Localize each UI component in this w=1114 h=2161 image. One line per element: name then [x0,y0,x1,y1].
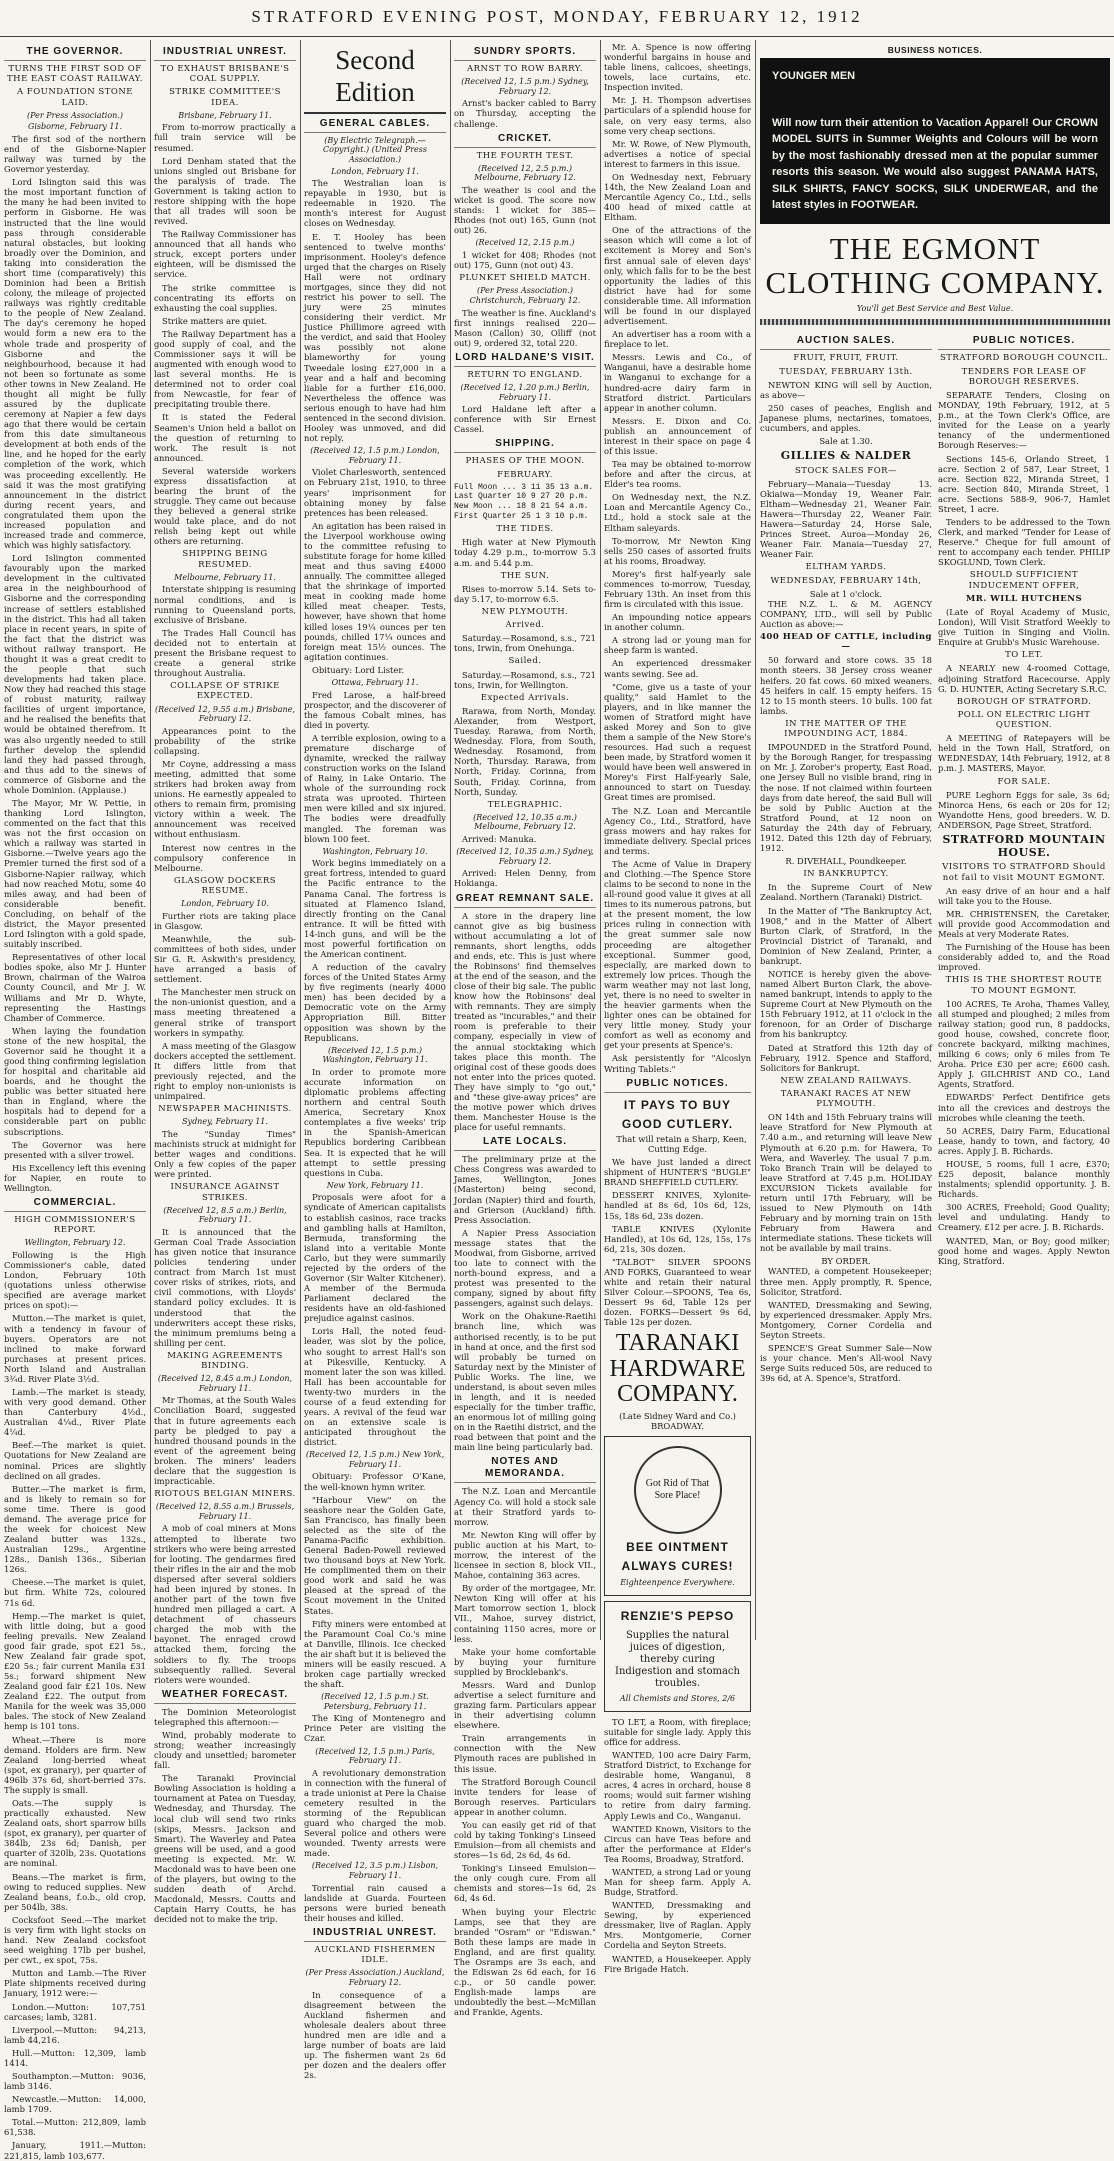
cutlery-ad-title: IT PAYS TO BUY GOOD CUTLERY. [621,1097,734,1131]
paragraph: The preliminary prize at the Chess Congress was awarded to James, Wellington, Jones (Masterton) being second, Jordan (Napier) third and fourth, and Grierson (Auckland) fifth. Press Association. [454,1154,596,1225]
sub-heading: TARANAKI RACES AT NEW PLYMOUTH. [780,1088,912,1110]
sub-heading: MR. WILL HUTCHENS [965,593,1083,604]
paragraph: The Dominion Meteorologist telegraphed this afternoon:— [154,1706,296,1727]
bee-ointment-ad [604,1436,751,1596]
classified: WANTED, Man, or Boy; good milker; good home and wages. Apply Newton King, Stratford. [938,1235,1110,1266]
dateline: (Per Press Association.) Christchurch, February 12. [469,286,581,305]
paragraph: Messrs. Lewis and Co., of Wanganui, have a desirable home in Wanganui to exchange for a hundred-acre dairy farm in Stratford district. Particulars appear in another column. [604,352,751,413]
paragraph: The Furnishing of the House has been considerably added to, and the Road improved. [938,942,1110,973]
sub-heading: 400 HEAD OF CATTLE, including— [760,632,932,653]
paragraph: The Mayor, Mr W. Pettie, in thanking Lord Islington, commented on the fact that this was not the first occasion on which a railway was started in Gisborne.—Twelve years ago the Premier turned the first sod of a Gisborne-Napier railway, which had now reached Motu, some 40 miles away, and had been of considerable benefit. Concluding, on behalf of the district, the Mayor presented Lord Islington with a gold spade, suitably inscribed. [4,798,146,950]
dateline: (Received 12, 8.45 a.m.) London, February 11. [157,1374,293,1393]
ad-location: BROADWAY. [650,1421,705,1431]
bee-emblem-icon [634,1446,722,1534]
dateline: (Received 12, 1.5 p.m.) Washington, February 11. [322,1045,428,1065]
classified: WANTED Known, Visitors to the Circus can have Teas before and after the performance at Elder's Tea Rooms, Broadway, Stratford. [604,1823,751,1864]
sub-heading: ELTHAM YARDS. [805,562,887,573]
column-2 [154,42,296,1925]
paragraph: Lord Haldane left after a conference with Sir Ernest Cassel. [454,404,596,435]
signature: BY ORDER. [821,1256,871,1267]
ad-title: STRATFORD MOUNTAIN HOUSE. [942,833,1106,860]
signature: R. DIVEHALL, Poundkeeper. [785,856,907,867]
paragraph: PURE Leghorn Eggs for sale, 3s 6d; Minorca Hens, 6s each or 20s for 12; Wyandotte Hens, good breeders. W. D. ANDERSON, Page Street, Stratford. [938,789,1110,830]
column-rule [150,40,151,1640]
paragraph: A mob of coal miners at Mons attempted to liberate two strikers who were being arrested for looting. The gendarmes fired their rifles in the air and the mob dispersed after several soldiers had been injured by stones. In another part of the town five hundred men pillaged a cart. A detachment of chasseurs charged the mob with the bayonet. The enraged crowd attacked them, forcing the soldiers to fly. The troops subsequently rallied. Several rioters were wounded. [154,1523,296,1685]
paragraph: The Manchester men struck on the non-unionist question, and a mass meeting threatened a general strike of transport workers in sympathy. [154,987,296,1038]
public-notices-column [938,331,1110,1386]
paragraph: (Late of Royal Academy of Music, London), Will Visit Stratford Weekly to give Tuition in Singing and Violin. Enquire at Grubb's Music Warehouse. [938,606,1110,648]
sub-heading: A FOUNDATION STONE LAID. [16,87,134,108]
paragraph: A store in the drapery line cannot give as big business without accumulating a lot of remnants, short lengths, odds and ends, etc. This is just where the Robinsons' find themselves at the end of the season, and the close of their big sale. The public know how the Robinsons' deal with remnants. They are simply treated as "incurables," and their room is preferable to their company, especially in view of the annual stocktaking which takes place this month. The original cost of these goods does not enter into the prices quoted. They have simply to "go out," and "these give-away prices" are the motive power which drives them. Manchester House is the place for useful remnants. [454,910,596,1133]
sub-heading: STRIKE COMMITTEE'S IDEA. [169,87,281,108]
paragraph: Mr Coyne, addressing a mass meeting, admitted that some strikers had broken away from unions. He earnestly appealed to others to remain firm, promising victory within a week. The announcement was received without enthusiasm. [154,758,296,840]
section-heading: PUBLIC NOTICES. [604,1078,751,1093]
column-4 [454,42,596,2018]
masthead: STRATFORD EVENING POST, MONDAY, FEBRUARY 12, 1912 [0,0,1114,37]
dateline: (Received 12, 1.5 p.m.) New York, February 11. [305,1450,445,1469]
sub-heading: INSURANCE AGAINST STRIKES. [170,1182,280,1203]
column-5 [604,42,751,1974]
sub-heading: PLUNKET SHIELD MATCH. [459,273,591,284]
sub-heading: IN THE MATTER OF THE IMPOUNDING ACT, 1884. [784,718,908,740]
dateline: (Received 12, 3.5 p.m.) Lisbon, February 11. [311,1861,439,1881]
paragraph: Hemp.—The market is quiet, with little doing, but a good feeling prevails. New Zealand good fair grade, spot £21 5s., New Zealand fair grade spot, £20 5s.; fair current Manila £31 5s.; forward shipment New Zealand good fair £21 10s. New Zealand £22. The output from Manila for the week was 35,000 bales. The stock of New Zealand hemp is 101 tons. [4,1610,146,1732]
sub-heading: TURNS THE FIRST SOD OF THE EAST COAST RAILWAY. [7,64,143,85]
dateline: (Received 12, 8.5 a.m.) Berlin, February 11. [163,1205,287,1225]
sub-heading: SHOULD SUFFICIENT INDUCEMENT OFFER, [968,570,1080,591]
ad-body: Supplies the natural juices of digestion, thereby curing Indigestion and stomach troubles. [615,1630,740,1690]
paragraph: The weather is cool and the wicket is good. The score now stands: 1 wicket for 385—Rhodes (not out) 165, Gunn (not out) 26. [454,184,596,236]
paragraph: Following is the High Commissioner's cable, dated London, February 10th (quotations unless otherwise specified are average market prices on spot):— [4,1249,146,1311]
dateline: (Per Press Association.) [27,110,123,120]
section-heading: BUSINESS NOTICES. [887,45,983,55]
paragraph: Tonking's Linseed Emulsion—the only cough cure. From all chemists and stores—1s 6d, 2s 6d, 4s 6d. [454,1863,596,1904]
paragraph: Appearances point to the probability of the strike collapsing. [154,725,296,756]
paragraph: Several waterside workers express dissatisfaction at bearing the brunt of the struggle. They came out because they believed a general strike would take place, and do not relish being kept out while others are returning. [154,465,296,547]
classified: 300 ACRES, Freehold; Good Quality; level and undulating. Handy to Creamery. £12 per acre. J. B. Richards. [938,1202,1110,1233]
section-heading: INDUSTRIAL UNREST. [154,46,296,61]
sub-heading: POLL ON ELECTRIC LIGHT QUESTION. [957,709,1091,731]
section-heading: INDUSTRIAL UNREST. [304,1927,446,1942]
paragraph: Cheese.—The market is quiet, but firm. White 72s, coloured 71s 6d. [4,1577,146,1608]
paragraph: Tea may be obtained to-morrow before and after the circus, at Elder's tea rooms. [604,459,751,490]
paragraph: A MEETING of Ratepayers will be held in the Town Hall, Stratford, on WEDNESDAY, 14th February, 1912, at 8 p.m. J. MASTERS, Mayor. [938,733,1110,774]
paragraph: DESSERT KNIVES, Xylonite-handled at 8s 6d, 10s 6d, 12s, 15s, 18s 6d, 23s dozen. [604,1190,751,1221]
section-heading: AUCTION SALES. [760,335,932,350]
paragraph: In consequence of a disagreement between the Auckland fishermen and wholesale dealers about three hundred men are idle and a large number of boats are laid up. The fishermen want 2s 6d per dozen and the dealers offer 2s. [304,1989,446,2081]
sub-heading: FOR SALE. [997,776,1051,787]
paragraph: Tenders to be addressed to the Town Clerk, and marked "Tender for Lease of Reserve." Cheque for full amount of rent to accompany each tender. PHILIP SKOGLUND, Town Clerk. [938,516,1110,568]
sub-heading: FRUIT, FRUIT, FRUIT. [793,353,899,364]
classified: WANTED, a Housekeeper. Apply Fire Brigade Hatch. [604,1953,751,1974]
sub-heading: TO EXHAUST BRISBANE'S COAL SUPPLY. [160,64,290,85]
paragraph: The Taranaki Provincial Bowling Association is holding a tournament at Patea on Tuesday, Wednesday, and Thursday. The local club will send two rinks (skips, Messrs. Jackson and Smart). The Waverley and Patea greens will be used, and a good meeting is expected. Mr. W. Macdonald was to have been one of the players, but owing to the sudden death of Archd. Macdonald, Messrs. Coutts and Captain Harry Coutts, he has decided not to make the trip. [154,1773,296,1925]
paragraph: TABLE KNIVES (Xylonite Handled), at 10s 6d, 12s, 15s, 17s 6d, 21s, 30s dozen. [604,1223,751,1254]
paragraph: Strike matters are quiet. [162,315,268,326]
section-heading: LORD HALDANE'S VISIT. [454,352,596,367]
paragraph: Meanwhile, the sub-committees of both sides, under Sir G. R. Askwith's presidency, have arranged a basis of settlement. [154,933,296,985]
paragraph: Cocksfoot Seed.—The market is very firm with light stocks on hand. New Zealand cocksfoot seed weighing 17lb per bushel, per cwt., ex spot, 75s. [4,1914,146,1966]
paragraph: THE N.Z. L. & M. AGENCY COMPANY, LTD., will sell by Public Auction as above:— [760,598,932,629]
sub-heading: NEW ZEALAND RAILWAYS. [780,1075,912,1086]
section-heading: SUNDRY SPORTS. [454,46,596,61]
sub-heading: THE TIDES. [496,524,554,535]
paragraph: Proposals were afoot for a syndicate of American capitalists to establish casinos, race tracks and gambling halls at Hamilton, Bermuda, transforming the island into a veritable Monte Carlo, but they were summarily rejected by the orders of the Governor (Sir Walter Kitchener). A member of the Bermuda Parliament declared the residents have an old-fashioned prejudice against casinos. [304,1192,446,1324]
sub-heading: TO LET. [1005,650,1043,661]
paragraph: Beef.—The market is quiet. Quotations for New Zealand are nominal. Prices are slightly declined on all grades. [4,1440,146,1481]
paragraph: The Trades Hall Council has decided not to entertain at present the Brisbane request to create a general strike throughout Australia. [154,627,296,679]
sub-heading: TELEGRAPHIC. [487,799,563,810]
dateline: Brisbane, February 11. [178,110,272,120]
paragraph: The King of Montenegro and Prince Peter are visiting the Czar. [304,1713,446,1744]
paragraph: Mutton.—The market is quiet, with a tendency in favour of buyers. Operators are not inclined to make forward purchases at present prices. North Island and Australian 3¾d. River Plate 3½d. [4,1313,146,1384]
dateline: Ottawa, February 11. [331,677,419,687]
paragraph: Southampton.—Mutton: 9036, lamb 3146. [4,2070,146,2092]
paragraph: The weather is fine. Auckland's first innings realised 220—Mason (Callon) 30, Olliff (not out) 9, ordered 32, total 220. [454,307,596,348]
paragraph: NEWTON KING will sell by Auction, as above— [760,379,932,400]
paragraph: A strong lad or young man for sheep farm is wanted. [604,635,751,656]
classified: EDWARDS' Perfect Dentifrice gets into all the crevices and destroys the microbes while cleaning the teeth. [938,1092,1110,1123]
dateline: Wellington, February 12. [24,1238,126,1248]
paragraph: We have just landed a direct shipment of HUNTER'S "BUGLE" BRAND SHEFFIELD CUTLERY. [604,1157,751,1188]
dateline: (Received 12, 1.20 p.m.) Berlin, February 11. [460,383,590,402]
section-heading: SHIPPING. [454,438,596,453]
paragraph: Mr. W. Rowe, of New Plymouth, advertises a notice of special interest to farmers in this issue. [604,138,751,169]
sub-heading: IN BANKRUPTCY. [803,869,889,880]
paragraph: The Acme of Value in Drapery and Clothing.—The Spence Store claims to be second to none in the all-round good value it gives at all times to its numerous patrons, but at the present moment, the low prices ruling in connection with the great summer sale now proceeding are altogether exceptional. Summer good, especially, are marked down to extremely low prices. Though the warm weather may not last long, yet, there is no need to swelter in the heavier garments when the lighter ones can be obtained for very little money. Study your comfort as well as economy and get your presents at Spence's. [604,858,751,1051]
divider [760,319,1110,325]
paragraph: An easy drive of an hour and a half will take you to the House. [938,885,1110,906]
dateline: Sydney, February 11. [182,1117,268,1127]
paragraph: In the Matter of "The Bankruptcy Act, 1908," and in the Matter of Albert Burton Clark, of Stratford, in the Provincial District of Taranaki, and Dominion of New Zealand, Printer, a bankrupt. [760,905,932,966]
classified: 100 ACRES, Te Aroha, Thames Valley, all stumped and ploughed; 2 miles from railway station; good run, 8 paddocks, good house, cowshed, concrete floor, concrete backyard, milking machines, milking 6 cows; only 6 miles from Te Aroha. Price £30 per acre; £600 cash. Apply J. GILCHRIST AND CO., Land Agents, Stratford. [938,998,1110,1090]
paragraph: By order of the mortgagee, Mr. Newton King will offer at his Mart tomorrow section 1, block VII., Mahoe, survey district, containing 1150 acres, more or less. [454,1583,596,1644]
dateline: (Received 12, 1.5 p.m.) Sydney, February 12. [461,77,589,96]
section-heading: NOTES AND MEMORANDA. [454,1456,596,1483]
paragraph: The "Sunday Times" machinists struck at midnight for better wages and conditions. Only a few copies of the paper were printed. [154,1128,296,1180]
paragraph: From to-morrow practically a full train service will be resumed. [154,122,296,153]
sub-heading: WEDNESDAY, FEBRUARY 14th, [770,575,922,586]
paragraph: NOTICE is hereby given the above-named Albert Burton Clark, the above-named bankrupt, intends to apply to the Supreme Court at New Plymouth on the 15th February 1912, at 11 o'clock in the forenoon, for an Order of Discharge from his bankruptcy. [760,968,932,1040]
section-heading: WEATHER FORECAST. [154,1689,296,1704]
sub-heading: STOCK SALES FOR— [794,465,898,476]
paragraph: Mr. A. Spence is now offering wonderful bargains in house and table linens, calicoes, sheetings, towels, lace curtains, etc. Inspection invited. [604,42,751,93]
ad-subtitle: (Late Sidney Ward and Co.) [619,1410,736,1421]
sale-time: Sale at 1.30. [819,436,873,447]
paragraph: January, 1911.—Mutton: 221,815, lamb 103,677. [4,2140,146,2161]
paragraph: In the Supreme Court of New Zealand. Northern (Taranaki) District. [760,882,932,903]
sub-heading: NEW PLYMOUTH. [481,606,569,617]
column-rule [755,40,756,1640]
column-3 [304,42,446,2081]
paragraph: Butter.—The market is firm, and is likely to remain so for some time. There is good demand. The average price for the week for choicest New Zealand butter was 132s., Australian 129s., Argentine 128s., Danish 136s., Siberian 126s. [4,1483,146,1575]
paragraph: 250 cases of peaches, English and Japanese plums, nectarines, tomatoes, cucumbers, and apples. [760,403,932,434]
column-6 [760,42,1110,1638]
paragraph: Mr. J. H. Thompson advertises particulars of a splendid house for sale, on very easy terms, also some very cheap sections. [604,95,751,136]
ad-title: RENZIE'S PEPSO [620,1609,735,1624]
sub-heading: MAKING AGREEMENTS BINDING. [167,1350,283,1372]
moon-row: Last Quarter 10 9 27 20 p.m. [454,492,589,502]
edition-title: Second Edition [304,44,446,114]
dateline: (Received 12, 8.55 a.m.) Brussels, February 11. [155,1502,295,1521]
ad-title: BEE OINTMENT ALWAYS CURES! [621,1540,734,1574]
paragraph: The first sod of the northern end of the Gisborne-Napier railway was turned by the Governor yesterday. [4,133,146,175]
paragraph: Wheat.—There is more demand. Holders are firm. New Zealand long-berried wheat (spot, ex granary), per quarter of 496lb 37s 6d, short-berried 37s. The supply is small. [4,1734,146,1795]
sub-heading: STRATFORD BOROUGH COUNCIL. [939,353,1109,364]
paragraph: Lord Islington said this was the most important function of the many he had been invited to perform in Gisborne. He was instructed that the line would pass through considerable natural obstacles, but looking broadly over the Dominion, and taking into consideration the short time (comparatively) this Dominion had been a British colony, the mileage of projected railways was rightly creditable to the people of New Zealand. The day's ceremony he hoped would form a new era to the whole trade and prosperity of Gisborne and the neighbourhood, because it had not been so fortunate as some other towns in New Zealand. He thought all might be fully assured by the duplicate ceremony at Napier a few days ago that there would be certain from this date simultaneous development at both ends of the line, and he hoped for the early completion of the work, which was proceeding excellently. He said it was the most gratifying announcement in the district during recent years, and congratulated them upon the increased population and increased trade and commerce, which was highly satisfactory. [4,177,146,551]
sub-heading: RIOTOUS BELGIAN MINERS. [154,1489,296,1500]
dateline: (Received 12, 1.5 p.m.) St. Petersburg, February 11. [321,1692,429,1711]
paragraph: The N.Z. Loan and Mercantile Agency Co., Ltd., Stratford, have grass mowers and hay rakes for immediate delivery. Special prices and terms. [604,805,751,856]
hardware-ad-title: TARANAKI HARDWARE COMPANY. [609,1330,746,1407]
ad-slogan: Got Rid of That Sore Place! [645,1478,710,1502]
sub-heading: HIGH COMMISSIONER'S REPORT. [14,1214,136,1236]
notices-grid [760,331,1110,1386]
sub-heading: THIS IS THE SHORTEST ROUTE TO MOUNT EGMONT. [945,975,1103,996]
paragraph: An advertiser has a room with a fireplace to let. [604,329,751,350]
sub-heading: VISITORS TO STRATFORD Should not fail to visit MOUNT EGMONT. [942,862,1106,883]
section-heading: THE GOVERNOR. [4,46,146,61]
sub-heading: Sailed. [508,656,542,667]
section-heading: GREAT REMNANT SALE. [454,893,596,908]
paragraph: IMPOUNDED in the Stratford Pound, by the Borough Ranger, for trespassing on Mr. J. Zorober's property, East Road, one Jersey Bull no visible brand, ring in the nose. If not claimed within fourteen days from date hereof, the said Bull will be sold by Public Auction at the Stratford Pound, at 12 noon on Saturday the 24th day of February, 1912. Dated this 12th day of February, 1912. [760,742,932,853]
classified: HOUSE, 5 rooms, full 1 acre, £370; £25 deposit, balance monthly instalments; splendid opportunity. J. B. Richards. [938,1158,1110,1200]
sub-heading: PHASES OF THE MOON. [465,456,585,467]
paragraph: A reduction of the cavalry forces of the United States Army by five regiments (nearly 4000 men) has been decided by a Democratic vote on the Army Appropriation Bill. Bitter opposition was shown by the Republicans. [304,962,446,1043]
dateline: New York, February 11. [326,1180,424,1190]
dateline: (Per Press Association.) Auckland, February 12. [305,1968,445,1987]
paragraph: High water at New Plymouth today 4.29 p.m., to-morrow 5.3 a.m. and 5.44 p.m. [454,537,596,568]
paragraph: Mutton and Lamb.—The River Plate shipments received during January, 1912 were:— [4,1968,146,1999]
column-rule [300,40,301,1640]
dateline: (By Electric Telegraph.—Copyright.) (United Press Association.) [323,135,427,164]
sale-time: Sale at 1 o'clock. [809,588,883,599]
paragraph: MR. CHRISTENSEN, the Caretaker, will provide good Accommodation and Meals at very Moderate Rates. [938,908,1110,940]
paragraph: That will retain a Sharp, Keen, Cutting Edge. [616,1133,747,1155]
sub-heading: TUESDAY, FEBRUARY 13th. [779,366,913,377]
classified: 50 ACRES, Dairy Farm, Educational Lease, handy to town, and factory, 40 acres. Apply J. B. Richards. [938,1125,1110,1156]
column-rule [600,40,601,1640]
moon-row: Full Moon ... 3 11 35 13 a.m. [454,482,594,492]
sub-heading: TENDERS FOR LEASE OF BOROUGH RESERVES. [961,366,1087,387]
classified: WANTED, a strong Lad or young Man for sheep farm. Apply A. Budge, Stratford. [604,1866,751,1898]
paragraph: Dated at Stratford this 12th day of February, 1912. Spence and Stafford, Solicitors for Bankrupt. [760,1042,932,1073]
paragraph: Work on the Ohakune-Raetihi branch line, which was authorised recently, is to be put in hand at once, and the first sod will probably be turned on Saturday next by the Minister of Public Works. The line, we understand, is about seven miles in length, and it is needed especially for the timber traffic, an enormous lot of milling going on in the Raetihi district, and the road between that point and the main line being particularly bad. [454,1311,596,1453]
dateline: London, February 10. [181,899,269,909]
paragraph: The N.Z. Loan and Mercantile Agency Co. will hold a stock sale at their Stratford yards to-morrow. [454,1486,596,1527]
dateline: (Received 12, 1.5 p.m.) Paris, February 11. [315,1746,435,1766]
paragraph: ON 14th and 15th February trains will leave Stratford for New Plymouth at 7.40 a.m., and returning will leave New Plymouth at 6.20 p.m. for Hawera, To Wera, and Waverley. The usual 7 p.m. Toko Branch Train will be delayed to leave Stratford at 7.45 p.m. HOLIDAY EXCURSION Tickets available for return until 17th February, will be issued to New Plymouth on 14th February and by morning train on 15th February from Hawera and intermediate stations. These tickets will not be available by mail trains. [760,1112,932,1254]
paragraph: The Railway Commissioner has announced that all hands who struck, except porters under eighteen, will be dismissed the service. [154,229,296,280]
paragraph: The Stratford Borough Council invite tenders for lease of Borough reserves. Particulars appear in another column. [454,1776,596,1817]
dateline: (Received 12, 9.55 a.m.) Brisbane, February 12. [155,704,295,724]
sub-heading: THE FOURTH TEST. [476,150,574,161]
paragraph: Liverpool.—Mutton: 94,213, lamb 44,216. [4,2024,146,2045]
paragraph: Saturday.—Rosamond, s.s., 721 tons, Irwin, from Onehunga. [454,633,596,654]
paragraph: Hull.—Mutton: 12,309, lamb 1414. [4,2047,146,2068]
sub-heading: Arrived. [505,620,545,631]
paragraph: Rarawa, from North, Monday. Alexander, from Westport, Tuesday. Rarawa, from North, Wednesday. Flora, from South, Wednesday. Rosamond, from North, Thursday. Rarawa, from North, Friday. Corinna, from South, Friday. Corinna, from North, Sunday. [454,706,596,797]
paragraph: Violet Charlesworth, sentenced on February 21st, 1910, to three years' imprisonment for obtaining money by false pretences has been released. [304,467,446,518]
paragraph: Oats.—The supply is practically exhausted. New Zealand oats, short sparrow bills (spot, ex granary), per quarter of 384lb, 23s 6d; Danish, per quarter of 320lb, 23s. Quotations are nominal. [4,1798,146,1869]
dateline: Washington, February 10. [322,846,428,856]
ad-body: Will now turn their attention to Vacation Apparel! Our CROWN MODEL SUITS in Summer Weights and Colours will be worn by the most fashionably dressed men at the popular summer resorts this season. We would also suggest PANAMA HATS, SILK SHIRTS, FANCY SOCKS, SILK UNDERWEAR, and the latest styles in FOOTWEAR. [772,116,1098,212]
paragraph: On Wednesday next, the N.Z. Loan and Mercantile Agency Co., Ltd., hold a stock sale at the Eltham saleyards. [604,492,751,533]
paragraph: You can easily get rid of that cold by taking Tonking's Linseed Emulsion—from all chemists and stores—1s 6d, 2s 6d, 4s 6d. [454,1819,596,1861]
sub-heading: SHIPPING BEING RESUMED. [182,549,268,570]
section-heading: PUBLIC NOTICES. [938,335,1110,350]
paragraph: Saturday.—Rosamond, s.s., 721 tons, Irwin, for Wellington. [454,669,596,690]
sub-heading: RETURN TO ENGLAND. [467,369,583,380]
paragraph: The strike committee is concentrating its efforts on exhausting the coal supplies. [154,282,296,313]
dateline: London, February 11. [331,166,419,176]
paragraph: An experienced dressmaker wants sewing. See ad. [604,658,751,679]
paragraph: Beans.—The market is firm, owing to reduced supplies. New Zealand beans, f.o.b., old crop, per 504lb, 38s. [4,1871,146,1912]
paragraph: Interstate shipping is resuming normal conditions, and is running to Queensland ports, exclusive of Brisbane. [154,584,296,625]
paragraph: Mr Thomas, at the South Wales Conciliation Board, suggested that in future agreements each party be pledged to pay a hundred thousand pounds in the event of the agreement being broken. The miners' leaders declare that the suggestion is impracticable. [154,1395,296,1487]
classified: TO LET, a Room, with fireplace; suitable for single lady. Apply this office for address. [604,1716,751,1747]
paragraph: Torrential rain caused a landslide at Guarda. Fourteen persons were buried beneath their houses and killed. [304,1882,446,1923]
paragraph: Representatives of other local bodies spoke, also Mr J. Hunter Brown, chairman of the Wairoa County Council, and Mr J. W. Williams and Mr D. Whyte, representing the Hastings Chamber of Commerce. [4,952,146,1023]
paragraph: In order to promote more accurate information on diplomatic problems affecting northern and central South America, Secretary Knox contemplates a five weeks' trip in the Spanish-American Republics bordering Caribbean Sea. It is expected that he will attempt to settle pressing questions in Cuba. [304,1066,446,1178]
sub-heading: BOROUGH OF STRATFORD. [956,696,1092,707]
ad-subtitle: You'll get Best Service and Best Value. [856,303,1014,313]
auction-column [760,331,932,1386]
paragraph: Wind, probably moderate to strong; weather increasingly cloudy and unsettled; barometer fall. [154,1729,296,1771]
sub-heading: GLASGOW DOCKERS RESUME. [173,875,277,896]
paragraph: An agitation has been raised in the Liverpool workhouse owing to the committee refusing to substitute forage for home killed meat and thus saving £4000 annually. The committee alleged that the shrinkage of imported meat in cooking made home killed meat cheaper. Tests, however, have shown that home killed loses 19¼ ounces per ten pounds, chilled 17¼ ounces and foreign meat 15½ ounces. The agitation continues. [304,520,446,662]
paragraph: When laying the foundation stone of the new hospital, the Governor said he thought it a good thing confirming legislation for hospital and charitable aid boards, and he thought the public was better situated here than in England, where the hospitals had to depend for a considerable part on public subscriptions. [4,1025,146,1137]
section-heading: COMMERCIAL. [4,1197,146,1212]
paragraph: It is stated the Federal Seamen's Union held a ballot on the question of returning to work. The result is not announced. [154,412,296,463]
paragraph: "Harbour View" on the seashore near the Golden Gate, San Francisco, has finally been selected as the site of the Panama-Pacific exhibition. General Baden-Powell reviewed two thousand boys at New York. He complimented them on their good work and said he was pleased at the spread of the Scout movement in the United States. [304,1494,446,1616]
paragraph: E. T. Hooley has been sentenced to twelve months' imprisonment. Hooley's defence urged that the charges on Risely Hall were not ordinary mortgages, since they did not restrict his power to sell. The jury were 25 minutes considering their verdict. Mr Justice Phillimore agreed with the verdict, and said that Hooley was possibly not alone blameworthy for young Tweedale losing £27,000 in a year and a half and becoming liable for a further £16,000. Nevertheless the offence was serious enough to have had him sentenced in the second division. Hooley was unmoved, and did not reply. [304,231,446,444]
sub-heading: FEBRUARY. [497,469,553,480]
dateline: (Received 12, 10.35 a.m.) Melbourne, February 12. [473,812,577,832]
paragraph: Total.—Mutton: 212,809, lamb 61,538. [4,2117,146,2138]
paragraph: Lord Denham stated that the unions singled out Brisbane for the paralysis of trade. The Government is taking action to restore shipping with the hope that all trades will soon be revived. [154,155,296,227]
paragraph: The Governor was here presented with a silver trowel. [4,1139,146,1160]
paragraph: A revolutionary demonstration in connection with the funeral of a trade unionist at Pere la Chaise cemetery resulted in the storming of the Republican guard who charged the mob. Several police and others were wounded. Twenty arrests were made. [304,1767,446,1859]
paragraph: Arnst's backer cabled to Barry on Thursday, accepting the challenge. [454,98,596,129]
paragraph: February—Manaia—Tuesday 13. Okiaiwa—Monday 19, Weaner Fair. Eltham—Wednesday 21, Weaner Fair. Hawera—Thursday 22, Weaner Fair. Hawera—Saturday 24, Horse Sale, Princes Street. Auroa—Monday 26, Weaner Fair. Manaia—Tuesday 27, Weaner Fair. [760,478,932,560]
sub-heading: AUCKLAND FISHERMEN IDLE. [314,1944,436,1966]
paragraph: Fifty miners were entombed at the Paramount Coal Co.'s mine at Danville, Illinois. Ice checked the air shaft but it is believed the miners will be easily rescued. A broken cage partially wrecked the shaft. [304,1618,446,1690]
paragraph: The Railway Department has a good supply of coal, and the Commissioner says it will be augmented with enough wood to last several months. He is determined not to order coal from Newcastle, for fear of precipitating trouble there. [154,328,296,410]
sub-heading: THE SUN. [500,570,550,581]
classified: SPENCE'S Great Summer Sale—Now is your chance. Men's All-wool Navy Serge Suits reduced 50s, are reduced to 39s 6d, at A. Spence's, Stratford. [760,1343,932,1384]
column-rule [450,40,451,1640]
paragraph: A NEARLY new 4-roomed Cottage, adjoining Stratford Racecourse. Apply G. D. HUNTER, Acting Secretary S.R.C. [938,663,1110,694]
dateline: (Received 12, 1.5 p.m.) London, February 11. [310,446,440,465]
classified: WANTED, Dressmaking and Sewing, by experienced dressmaker, live of Raglan. Apply Mrs. Montgomerie, Corner Cordelia and Seyton Streets. [604,1900,751,1951]
paragraph: Obituary: Professor O'Kane, the well-known hymn writer. [304,1471,446,1492]
paragraph: Further riots are taking place in Glasgow. [154,910,296,931]
dateline: (Received 12, 10.35 a.m.) Sydney, February 12. [456,847,594,866]
paragraph: SEPARATE Tenders, Closing on MONDAY, 19th February, 1912, at 5 p.m., at the Town Clerk's Office, are invited for the Lease on a yearly tenancy of the undermentioned Borough Reserves:— [938,390,1110,451]
dateline: (Received 12, 2.15 p.m.) [475,238,575,248]
dateline: Gisborne, February 11. [27,122,123,132]
dateline: Melbourne, February 11. [174,572,276,582]
paragraph: The Westralian loan is repayable in 1930, but is redeemable in 1920. The month's interest for August closes on Wednesday. [304,178,446,229]
paragraph: 50 forward and store cows. 35 18 month steers. 38 Jersey cross weaner heifers. 20 fat cows. 60 mixed weaners. 45 heifers in calf. 15 empty heifers. 15 12 to 15 month steers. 10 bulls. 100 fat lambs. [760,655,932,716]
sub-heading: NEWSPAPER MACHINISTS. [158,1104,292,1115]
section-heading: CRICKET. [454,133,596,148]
column-1 [4,42,146,2161]
younger-men-ad [760,58,1110,224]
paragraph: "TALBOT" SILVER SPOONS AND FORKS, Guaranteed to wear white and retain their natural Silver Colour.—SPOONS, Tea 6s, Dessert 9s 6d, Table 12s per dozen. FORKS—Dessert 9s 6d, Table 12s per dozen. [604,1256,751,1328]
paragraph: When buying your Electric Lamps, see that they are branded "Osram" or "Ediswan." Both these lamps are made in England, and are first quality. The Osramps are 3s each, and the Ediswan 2s 6d each, for 16 c.p., or 50 candle power. English-made lamps are undoubtedly the best.—McMillan and Frankie, Agents. [454,1906,596,2018]
ad-subtitle: All Chemists and Stores, 2/6 [619,1694,736,1704]
paragraph: Sections 145-6, Orlando Street, 1 acre. Section 2 of 587, Lear Street, 1 acre. Section 822, Miranda Street, 1 acre. Section 840, Miranda Street, 1 acre. Sections 588-9, 906-7, Hamlet Street, 1 acre. [938,453,1110,514]
ad-subtitle: Eighteenpence Everywhere. [620,1578,735,1588]
paragraph: Fred Larose, a half-breed prospector, and the discoverer of the famous Cobalt mines, has died in poverty. [304,689,446,730]
paragraph: One of the attractions of the season which will come a lot of excitement is Morey and Son's first annual sale of eleven days' only, which falls for to be the best opportunity the ladies of this district have had for some considerable time. All information will be found in our displayed advertisement. [604,225,751,327]
ad-title: YOUNGER MEN [772,70,856,83]
paragraph: His Excellency left this evening for Napier, en route to Wellington. [4,1162,146,1193]
egmont-ad-title: THE EGMONT CLOTHING COMPANY. [765,230,1105,300]
dateline: (Received 12, 2.5 p.m.) Melbourne, February 12. [474,163,576,183]
paragraph: A Napier Press Association message states that the Moodwai, from Gisborne, arrived too late to connect with the north-bound express, and a protest was presented to the company, signed by about fifty passengers, against such delays. [454,1227,596,1309]
paragraph: Newcastle.—Mutton: 14,000, lamb 1709. [4,2094,146,2115]
sub-heading: COLLAPSE OF STRIKE EXPECTED. [170,681,280,702]
paragraph: To-morrow, Mr Newton King sells 250 cases of assorted fruits at his rooms, Broadway. [604,535,751,566]
paragraph: A terrible explosion, owing to a premature discharge of dynamite, wrecked the railway construction works on the Island of Rainy, in Lake Ontario. The whole of the surrounding rock strata was uprooted. Thirteen men were killed and six injured. The bodies were dreadfully mangled. The foreman was blown 100 feet. [304,732,446,844]
paragraph: Messrs. E. Dixon and Co. publish an announcement of interest in their space on page 4 of this issue. [604,415,751,456]
paragraph: Work begins immediately on a great fortress, intended to guard the Pacific entrance to the Panama Canal. The fortress is situated at Flamenco Island, directly fronting on the Canal entrance. It will be fitted with 14-inch guns, and will be the most powerful fortification on the American continent. [304,858,446,959]
paragraph: 1 wicket for 408; Rhodes (not out) 175, Gunn (not out) 43. [454,249,596,271]
paragraph: Morey's first half-yearly sale commences to-morrow, Tuesday, February 13th. An inset from this firm is circulated with this issue. [604,568,751,610]
paragraph: Lamb.—The market is steady, with very good demand. Other than Canterbury 4½d., Australian 4¼d., River Plate 4¼d. [4,1386,146,1438]
classified: WANTED, a competent Housekeeper; three men. Apply promptly, R. Spence, Solicitor, Stratford. [760,1266,932,1297]
classified: WANTED, 100 acre Dairy Farm, Stratford District, to Exchange for desirable home, Wanganui, 8 acres, 4 acres in orchard, house 8 rooms; would suit farmer wishing to retire from dairy farming. Apply Lewis and Co., Wanganui. [604,1750,751,1821]
paragraph: On Wednesday next, February 14th, the New Zealand Loan and Mercantile Agency Co., Ltd., sells 400 head of mixed cattle at Eltham. [604,171,751,223]
paragraph: Rises to-morrow 5.14. Sets to-day 5.17, to-morrow 6.5. [454,583,596,604]
paragraph: An impounding notice appears in another column. [604,612,751,633]
paragraph: It is announced that the German Coal Trade Association has given notice that insurance policies tendering under contract from March 1st must cover risks of strikes, riots, and civil commotions, with Lloyds' standard policy excludes. It is understood that the underwriters accept these risks, the minimum premiums being a shilling per cent. [154,1226,296,1348]
sub-heading: Expected Arrivals. [480,692,570,703]
classified: WANTED, Dressmaking and Sewing, by experienced dressmaker. Apply Mrs. Montgomery, Corner Cordelia and Seyton Streets. [760,1299,932,1340]
paragraph: Train arrangements in connection with the New Plymouth races are published in this issue. [454,1733,596,1774]
ad-title: GILLIES & NALDER [780,449,912,463]
paragraph: Lord Islington commented favourably upon the marked development in the cultivated area in the neighbourhood of Gisborne and the corresponding increase of settlers established in the district. This had all taken place in recent years, in spite of the fact that the district was without railway transport. He thought it was a great credit to the people that such developments had taken place. Now they had reached this stage of robust maturity, railway facilities of urgent importance, and he realised the benefits that would be obtained therefrom. It was also urgently needed to still further develop the splendid land they had passed through, and thus add to the sinews of commerce of Gisborne and the whole Dominion. (Applause.) [4,553,146,795]
paragraph: London.—Mutton: 107,751 carcases; lamb, 3281. [4,2001,146,2022]
paragraph: Arrived: Helen Denny, from Hokianga. [454,868,596,889]
paragraph: Mr. Newton King will offer by public auction at his Mart, to-morrow, the interest of the licensee in section 8, block VII., Mahoe, containing 363 acres. [454,1529,596,1581]
paragraph: Ask persistently for "Alcoslyn Writing Tablets." [604,1053,751,1074]
pepso-ad [604,1601,751,1712]
paragraph: Obituary: Lord Lister. [312,664,405,675]
paragraph: A mass meeting of the Glasgow dockers accepted the settlement. It differs little from that previously rejected, and the right to employ non-unionists is unimpaired. [154,1040,296,1102]
section-heading: LATE LOCALS. [454,1136,596,1151]
paragraph: Interest now centres in the compulsory conference in Melbourne. [154,842,296,873]
sub-heading: ARNST TO ROW BARRY. [467,64,583,74]
moon-row: New Moon ... 18 8 21 54 a.m. [454,501,589,511]
paragraph: Make your home comfortable by buying your furniture supplied by Brocklebank's. [454,1646,596,1677]
paragraph: Arrived: Manuka. [462,834,537,845]
paragraph: "Come, give us a taste of your quality," said Hamlet to the players, and in like manner the women of Stratford might have asked Morey and Son to give them a sample of the New Store's resources. Had such a request been made, by Stratford women it would have been well answered in Morey's First Half-yearly Sale, announced to start on Tuesday. Great times are promised. [604,681,751,803]
section-heading: GENERAL CABLES. [304,118,446,133]
paragraph: Messrs. Ward and Dunlop advertise a select furniture and grazing farm. Particulars appear in their advertising column elsewhere. [454,1679,596,1731]
paragraph: Loris Hall, the noted feud-leader, was slot by the police, who sought to arrest Hall's son at Pikesville, Kentucky. A moment later the son was killed. Hall has been accountable for twenty-two murders in the course of a feud extending for years. A revival of the feud war on an extensive scale is anticipated throughout the district. [304,1326,446,1448]
moon-row: First Quarter 25 1 3 10 p.m. [454,511,589,521]
